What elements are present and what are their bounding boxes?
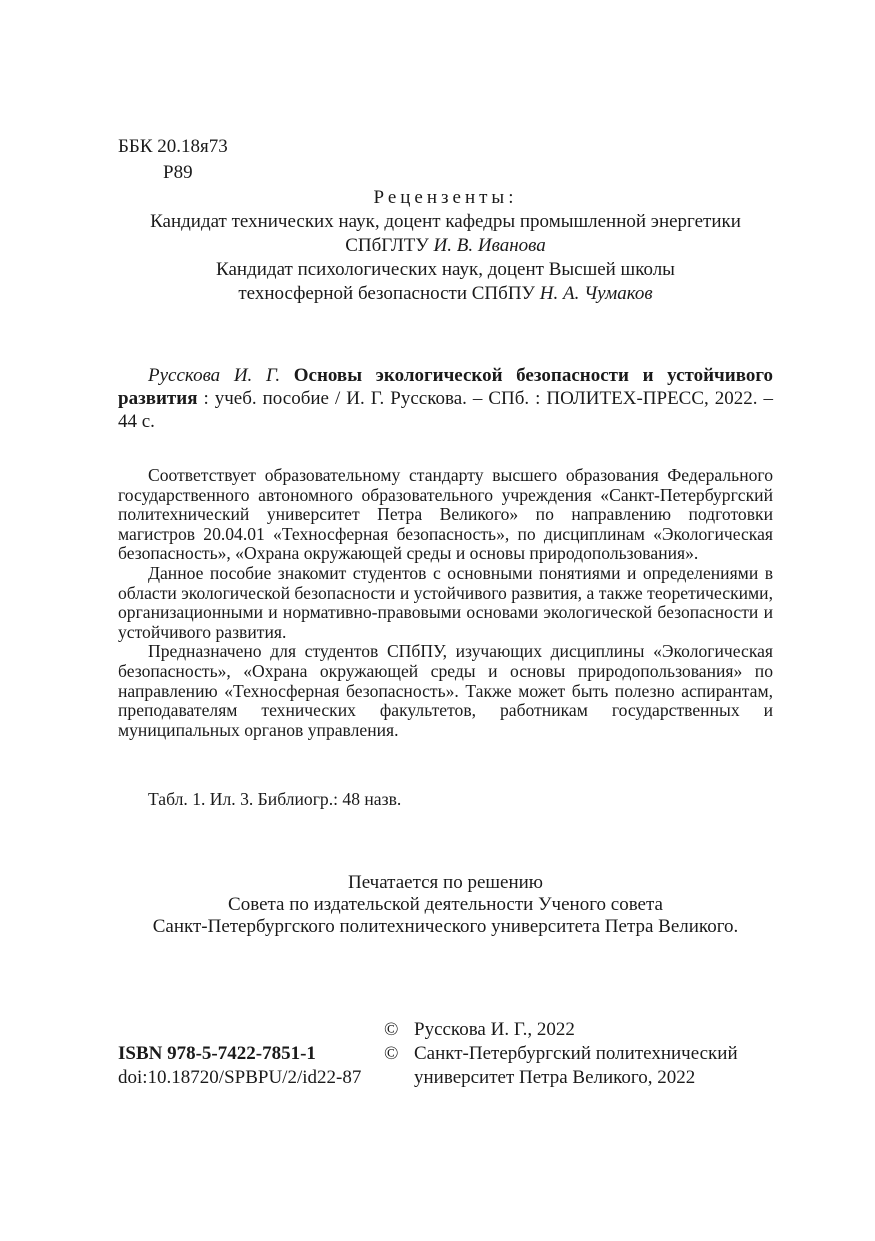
bib-title: Основы экологической безопасности и устойчивого развития <box>118 365 774 409</box>
isbn: ISBN 978-5-7422-7851-1 <box>118 1043 316 1064</box>
copyright-university-line-1: Санкт-Петербургский политехнический <box>414 1043 738 1064</box>
reviewer-1-position: Кандидат технических наук, доцент кафедры промышленной энергетики <box>150 211 741 232</box>
bbk-classification <box>118 134 773 186</box>
imprint-footer <box>118 1018 773 1090</box>
print-decision <box>118 872 773 938</box>
reviewers-section <box>118 186 773 306</box>
annotation-paragraph-2: Данное пособие знакомит студентов с основными понятиями и определениями в области экологической безопасности и устойчивого развития, а также теоретическими, организационными и нормативно-правовыми основами экологической безопасности и устойчивого развития. <box>118 562 773 642</box>
reviewer-1-affiliation <box>118 234 773 258</box>
copyright-symbol: © <box>384 1043 399 1064</box>
tables-illustrations-info: Табл. 1. Ил. 3. Библиогр.: 48 назв. <box>148 789 402 809</box>
copyright-symbol: © <box>384 1019 399 1040</box>
print-decision-line-1: Печатается по решению <box>348 872 543 893</box>
reviewer-1-org: СПбГЛТУ <box>345 235 429 256</box>
copyright-university-line-2: университет Петра Великого, 2022 <box>414 1067 696 1088</box>
footer-row-1 <box>118 1018 773 1042</box>
bibliographic-record <box>118 364 773 433</box>
reviewer-2-position: Кандидат психологических наук, доцент Высшей школы <box>216 259 675 280</box>
bib-author: Русскова И. Г. <box>148 365 281 386</box>
copyright-author: Русскова И. Г., 2022 <box>414 1019 575 1040</box>
bbk-code: ББК 20.18я73 <box>118 136 228 157</box>
annotation-paragraph-1: Соответствует образовательному стандарту высшего образования Федерального государственного автономного образовательного учреждения «Санкт-Петербургский политехнический университет Петра Великого» по направлению подготовки магистров 20.04.01 «Техносферная безопасность», по дисциплинам «Экологическая безопасность», «Охрана окружающей среды и основы природопользования». <box>118 465 773 564</box>
author-mark: Р89 <box>163 162 193 183</box>
footer-row-3 <box>118 1066 773 1090</box>
bib-details: : учеб. пособие / И. Г. Русскова. – СПб. : ПОЛИТЕХ-ПРЕСС, 2022. – 44 с. <box>118 388 773 432</box>
doi: doi:10.18720/SPBPU/2/id22-87 <box>118 1067 362 1088</box>
annotation <box>118 466 773 740</box>
annotation-paragraph-3: Предназначено для студентов СПбПУ, изучающих дисциплины «Экологическая безопасность», «Охрана окружающей среды и основы природопользования» по направлению «Техносферная безопасность». Также может быть полезно аспирантам, преподавателям технических факультетов, работникам государственных и муниципальных органов управления. <box>118 641 773 740</box>
reviewer-2-org: техносферной безопасности СПбПУ <box>238 283 535 304</box>
reviewer-1-name: И. В. Иванова <box>433 235 546 256</box>
reviewer-2-affiliation <box>118 282 773 306</box>
print-decision-line-2: Совета по издательской деятельности Ученого совета <box>228 894 663 915</box>
reviewer-2-name: Н. А. Чумаков <box>539 283 653 304</box>
reviewers-heading: Рецензенты: <box>373 187 518 208</box>
print-decision-line-3: Санкт-Петербургского политехнического университета Петра Великого. <box>152 916 739 937</box>
footer-row-2 <box>118 1042 773 1066</box>
